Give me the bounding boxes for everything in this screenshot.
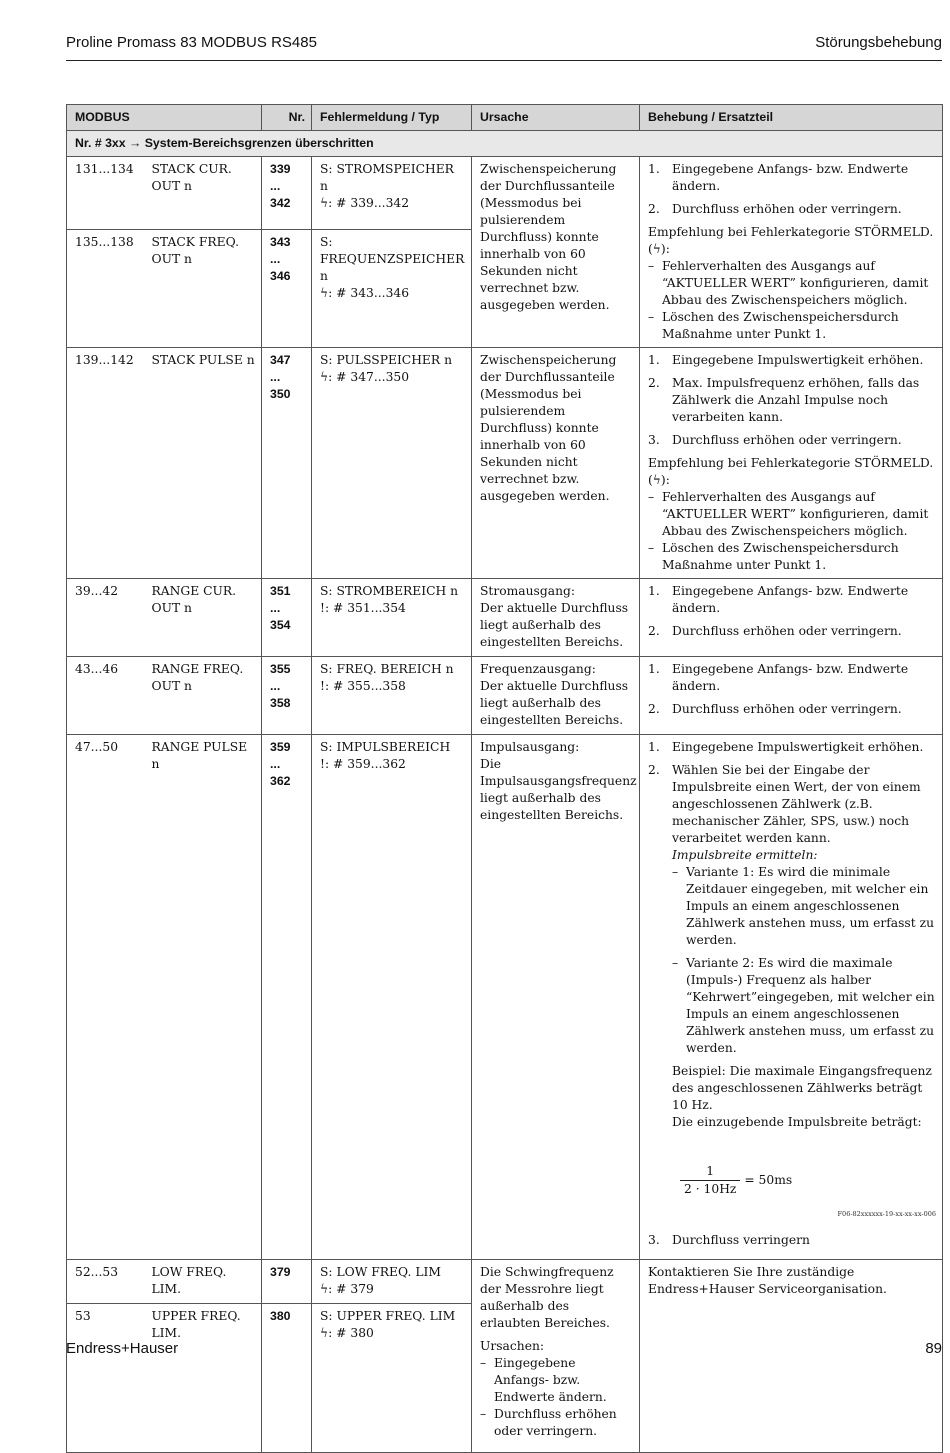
cause-cell (472, 657, 640, 735)
list-item: – Löschen des Zwischenspeichersdurch Maßnahme unter Punkt 1. (648, 310, 899, 341)
list-item: 2. Durchfluss erhöhen oder verringern. (648, 624, 902, 638)
message-text: S: FREQUENZSPEICHER n (320, 234, 465, 283)
list-item: – Durchfluss erhöhen oder verringern. (480, 1407, 617, 1438)
fix-steps (648, 739, 936, 1249)
list-item: 1. Eingegebene Impulswertigkeit erhöhen. (648, 353, 924, 367)
figure-id: F06-82xxxxxx-19-xx-xx-xx-006 (837, 1210, 936, 1218)
formula-result: = 50ms (744, 1173, 793, 1187)
message-type: ϟ: # 380 (320, 1326, 374, 1340)
recommendation: Empfehlung bei Fehlerkategorie STÖRMELD. (ϟ): (648, 456, 934, 487)
recommendation-list (648, 258, 936, 343)
error-number: 347 ... 350 (262, 348, 312, 579)
list-item: – Fehlerverhalten des Ausgangs auf “AKTUELLER WERT” konfigurieren, damit Abbau des Zwischenspeichers möglich. (648, 490, 929, 538)
document-title: Proline Promass 83 MODBUS RS485 (66, 34, 317, 51)
error-message (312, 657, 472, 735)
table-row (67, 735, 943, 1260)
modbus-register: 39...42 (67, 579, 144, 657)
fix-cell: Kontaktieren Sie Ihre zuständige Endress+Hauser Serviceorganisation. (640, 1260, 943, 1453)
list-item: – Löschen des Zwischenspeichersdurch Maßnahme unter Punkt 1. (648, 541, 899, 572)
step-text: Wählen Sie bei der Eingabe der Impulsbreite einen Wert, der von einem angeschlossenen Zählwerk (z.B. mechanischer Zähler, SPS, usw.) noch verarbeitet werden kann. (672, 763, 921, 845)
table-row (67, 157, 943, 230)
list-item: 1. Eingegebene Anfangs- bzw. Endwerte ändern. (648, 662, 909, 693)
cause-cell (472, 735, 640, 1260)
page-number: 89 (925, 1340, 942, 1357)
list-item: – Fehlerverhalten des Ausgangs auf “AKTUELLER WERT” konfigurieren, damit Abbau des Zwischenspeichers möglich. (648, 259, 929, 307)
formula (674, 1163, 936, 1198)
list-item: 2. Wählen Sie bei der Eingabe der Impulsbreite einen Wert, der von einem angeschlossenen Zählwerk (z.B. mechanischer Zähler, SPS, usw.) noch verarbeitet werden kann. Impulsbreite ermitteln: – Variante 1: Es wird die minimale Zeitdauer eingegeben, mit welcher ein Impuls an einem angeschlossenen Zählwerk anstehen muss, um erfasst zu werden. – Variante 2: Es wird die maximale (Impuls-) Frequenz als halber “Kehrwert”eingegeben, mit welcher ein Impuls an einem angeschlossenen Zählwerk anstehen muss, um erfasst zu werden. Beispiel: Die maximale Eingangsfrequenz des angeschlossenen Zählwerks beträgt 10 Hz. Die einzugebende Impulsbreite beträgt: $\frac{1}{2 \cdot 10Hz}$ = 50ms F06-82xxxxxx-19-xx-xx-xx-006 (648, 763, 936, 1218)
list-item: 1. Eingegebene Impulswertigkeit erhöhen. (648, 740, 924, 754)
cause-list (480, 1355, 633, 1440)
error-table (66, 104, 943, 1453)
message-text: S: PULSSPEICHER n (320, 353, 452, 367)
error-number: 351 ... 354 (262, 579, 312, 657)
recommendation: Empfehlung bei Fehlerkategorie STÖRMELD. (ϟ): (648, 225, 934, 256)
modbus-register: 131...134 (67, 157, 144, 230)
cause-cell: Zwischenspeicherung der Durchflussanteile (Messmodus bei pulsierendem Durchfluss) konnte innerhalb von 60 Sekunden nicht verrechnet bzw. ausgegeben werden. (472, 157, 640, 348)
list-item: 1. Eingegebene Anfangs- bzw. Endwerte ändern. (648, 584, 909, 615)
error-number: 359 ... 362 (262, 735, 312, 1260)
table-row (67, 1260, 943, 1304)
list-item: 2. Durchfluss erhöhen oder verringern. (648, 202, 902, 216)
message-type: ϟ: # 339...342 (320, 196, 410, 210)
section-row (67, 131, 943, 157)
fix-cell (640, 348, 943, 579)
formula-fraction (680, 1163, 740, 1198)
message-text: S: UPPER FREQ. LIM (320, 1309, 456, 1323)
col-message: Fehlermeldung / Typ (312, 105, 472, 131)
message-type: ϟ: # 379 (320, 1282, 374, 1296)
modbus-register: 53 (67, 1304, 144, 1453)
example-text: Beispiel: Die maximale Eingangsfrequenz des angeschlossenen Zählwerks beträgt 10 Hz. (672, 1064, 932, 1112)
cause-cell: Zwischenspeicherung der Durchflussanteile (Messmodus bei pulsierendem Durchfluss) konnte innerhalb von 60 Sekunden nicht verrechnet bzw. ausgegeben werden. (472, 348, 640, 579)
error-message (312, 229, 472, 347)
error-number: 379 (262, 1260, 312, 1304)
formula-denominator: 2 · 10Hz (684, 1182, 737, 1196)
page-footer (66, 1340, 942, 1357)
cause-subtitle: Ursachen: (480, 1339, 545, 1353)
list-item: 2. Durchfluss erhöhen oder verringern. (648, 702, 902, 716)
page-header (66, 30, 942, 61)
cause-title: Frequenzausgang: (480, 662, 596, 676)
nr-start: 339 (270, 162, 291, 176)
error-number (262, 157, 312, 230)
error-message (312, 1260, 472, 1304)
table-header-row (67, 105, 943, 131)
fix-steps (648, 161, 936, 218)
cause-text: Die Impulsausgangsfrequenz liegt außerhalb des eingestellten Bereichs. (480, 757, 637, 822)
modbus-name: LOW FREQ. LIM. (144, 1260, 262, 1304)
cause-title: Stromausgang: (480, 584, 576, 598)
fix-cell (640, 157, 943, 348)
col-modbus: MODBUS (67, 105, 262, 131)
cause-text: Der aktuelle Durchfluss liegt außerhalb des eingestellten Bereichs. (480, 679, 629, 727)
message-type: !: # 351...354 (320, 601, 406, 615)
error-number: 355 ... 358 (262, 657, 312, 735)
modbus-name: STACK PULSE n (144, 348, 262, 579)
fix-cell (640, 579, 943, 657)
nr-end: 342 (270, 196, 291, 210)
cause-text: Die Schwingfrequenz der Messrohre liegt außerhalb des erlaubten Bereiches. (480, 1265, 614, 1330)
fix-steps (648, 583, 936, 640)
modbus-register: 47...50 (67, 735, 144, 1260)
message-text: S: STROMSPEICHER n (320, 162, 454, 193)
error-message (312, 1304, 472, 1453)
step-subtitle: Impulsbreite ermitteln: (672, 848, 818, 862)
modbus-register: 135...138 (67, 229, 144, 347)
col-cause: Ursache (472, 105, 640, 131)
variant-list (672, 864, 936, 1057)
modbus-register: 43...46 (67, 657, 144, 735)
message-text: S: STROMBEREICH n (320, 584, 459, 598)
error-number: 380 (262, 1304, 312, 1453)
formula-numerator: 1 (680, 1163, 740, 1181)
nr-ellipsis: ... (270, 179, 281, 193)
error-message (312, 157, 472, 230)
message-text: S: IMPULSBEREICH (320, 740, 451, 754)
error-message (312, 579, 472, 657)
list-item: 3. Durchfluss verringern (648, 1233, 810, 1247)
message-type: !: # 355...358 (320, 679, 406, 693)
col-nr: Nr. (262, 105, 312, 131)
table-row (67, 579, 943, 657)
message-text: S: LOW FREQ. LIM (320, 1265, 441, 1279)
error-number: 343 ... 346 (262, 229, 312, 347)
cause-text: Der aktuelle Durchfluss liegt außerhalb des eingestellten Bereichs. (480, 601, 629, 649)
list-item: 1. Eingegebene Anfangs- bzw. Endwerte ändern. (648, 162, 909, 193)
modbus-name: RANGE PULSE n (144, 735, 262, 1260)
list-item: – Variante 2: Es wird die maximale (Impuls-) Frequenz als halber “Kehrwert”eingegeben, mit welcher ein Impuls an einem angeschlossenen Zählwerk anstehen muss, um erfasst zu werden. (672, 956, 935, 1055)
modbus-name: RANGE FREQ. OUT n (144, 657, 262, 735)
fix-cell (640, 657, 943, 735)
modbus-register: 52...53 (67, 1260, 144, 1304)
example-text-2: Die einzugebende Impulsbreite beträgt: (672, 1115, 922, 1129)
col-fix: Behebung / Ersatzteil (640, 105, 943, 131)
message-type: ϟ: # 347...350 (320, 370, 410, 384)
fix-steps (648, 661, 936, 718)
error-message (312, 348, 472, 579)
modbus-name: STACK FREQ. OUT n (144, 229, 262, 347)
message-text: S: FREQ. BEREICH n (320, 662, 454, 676)
chapter-title: Störungsbehebung (815, 34, 942, 51)
company-name: Endress+Hauser (66, 1340, 179, 1357)
modbus-name: RANGE CUR. OUT n (144, 579, 262, 657)
message-type: ϟ: # 343...346 (320, 285, 410, 300)
modbus-register: 139...142 (67, 348, 144, 579)
list-item: – Eingegebene Anfangs- bzw. Endwerte ändern. (480, 1356, 607, 1404)
list-item: 2. Max. Impulsfrequenz erhöhen, falls das Zählwerk die Anzahl Impulse noch verarbeiten kann. (648, 376, 920, 424)
fix-cell (640, 735, 943, 1260)
list-item: – Variante 1: Es wird die minimale Zeitdauer eingegeben, mit welcher ein Impuls an einem angeschlossenen Zählwerk anstehen muss, um erfasst zu werden. (672, 865, 934, 947)
modbus-name: UPPER FREQ. LIM. (144, 1304, 262, 1453)
error-message (312, 735, 472, 1260)
list-item: 3. Durchfluss erhöhen oder verringern. (648, 433, 902, 447)
table-row (67, 348, 943, 579)
modbus-name: STACK CUR. OUT n (144, 157, 262, 230)
cause-title: Impulsausgang: (480, 740, 580, 754)
recommendation-list (648, 489, 936, 574)
table-row (67, 657, 943, 735)
fix-steps (648, 352, 936, 449)
section-title: Nr. # 3xx → System-Bereichsgrenzen überschritten (67, 131, 943, 157)
message-type: !: # 359...362 (320, 757, 406, 771)
cause-cell (472, 579, 640, 657)
